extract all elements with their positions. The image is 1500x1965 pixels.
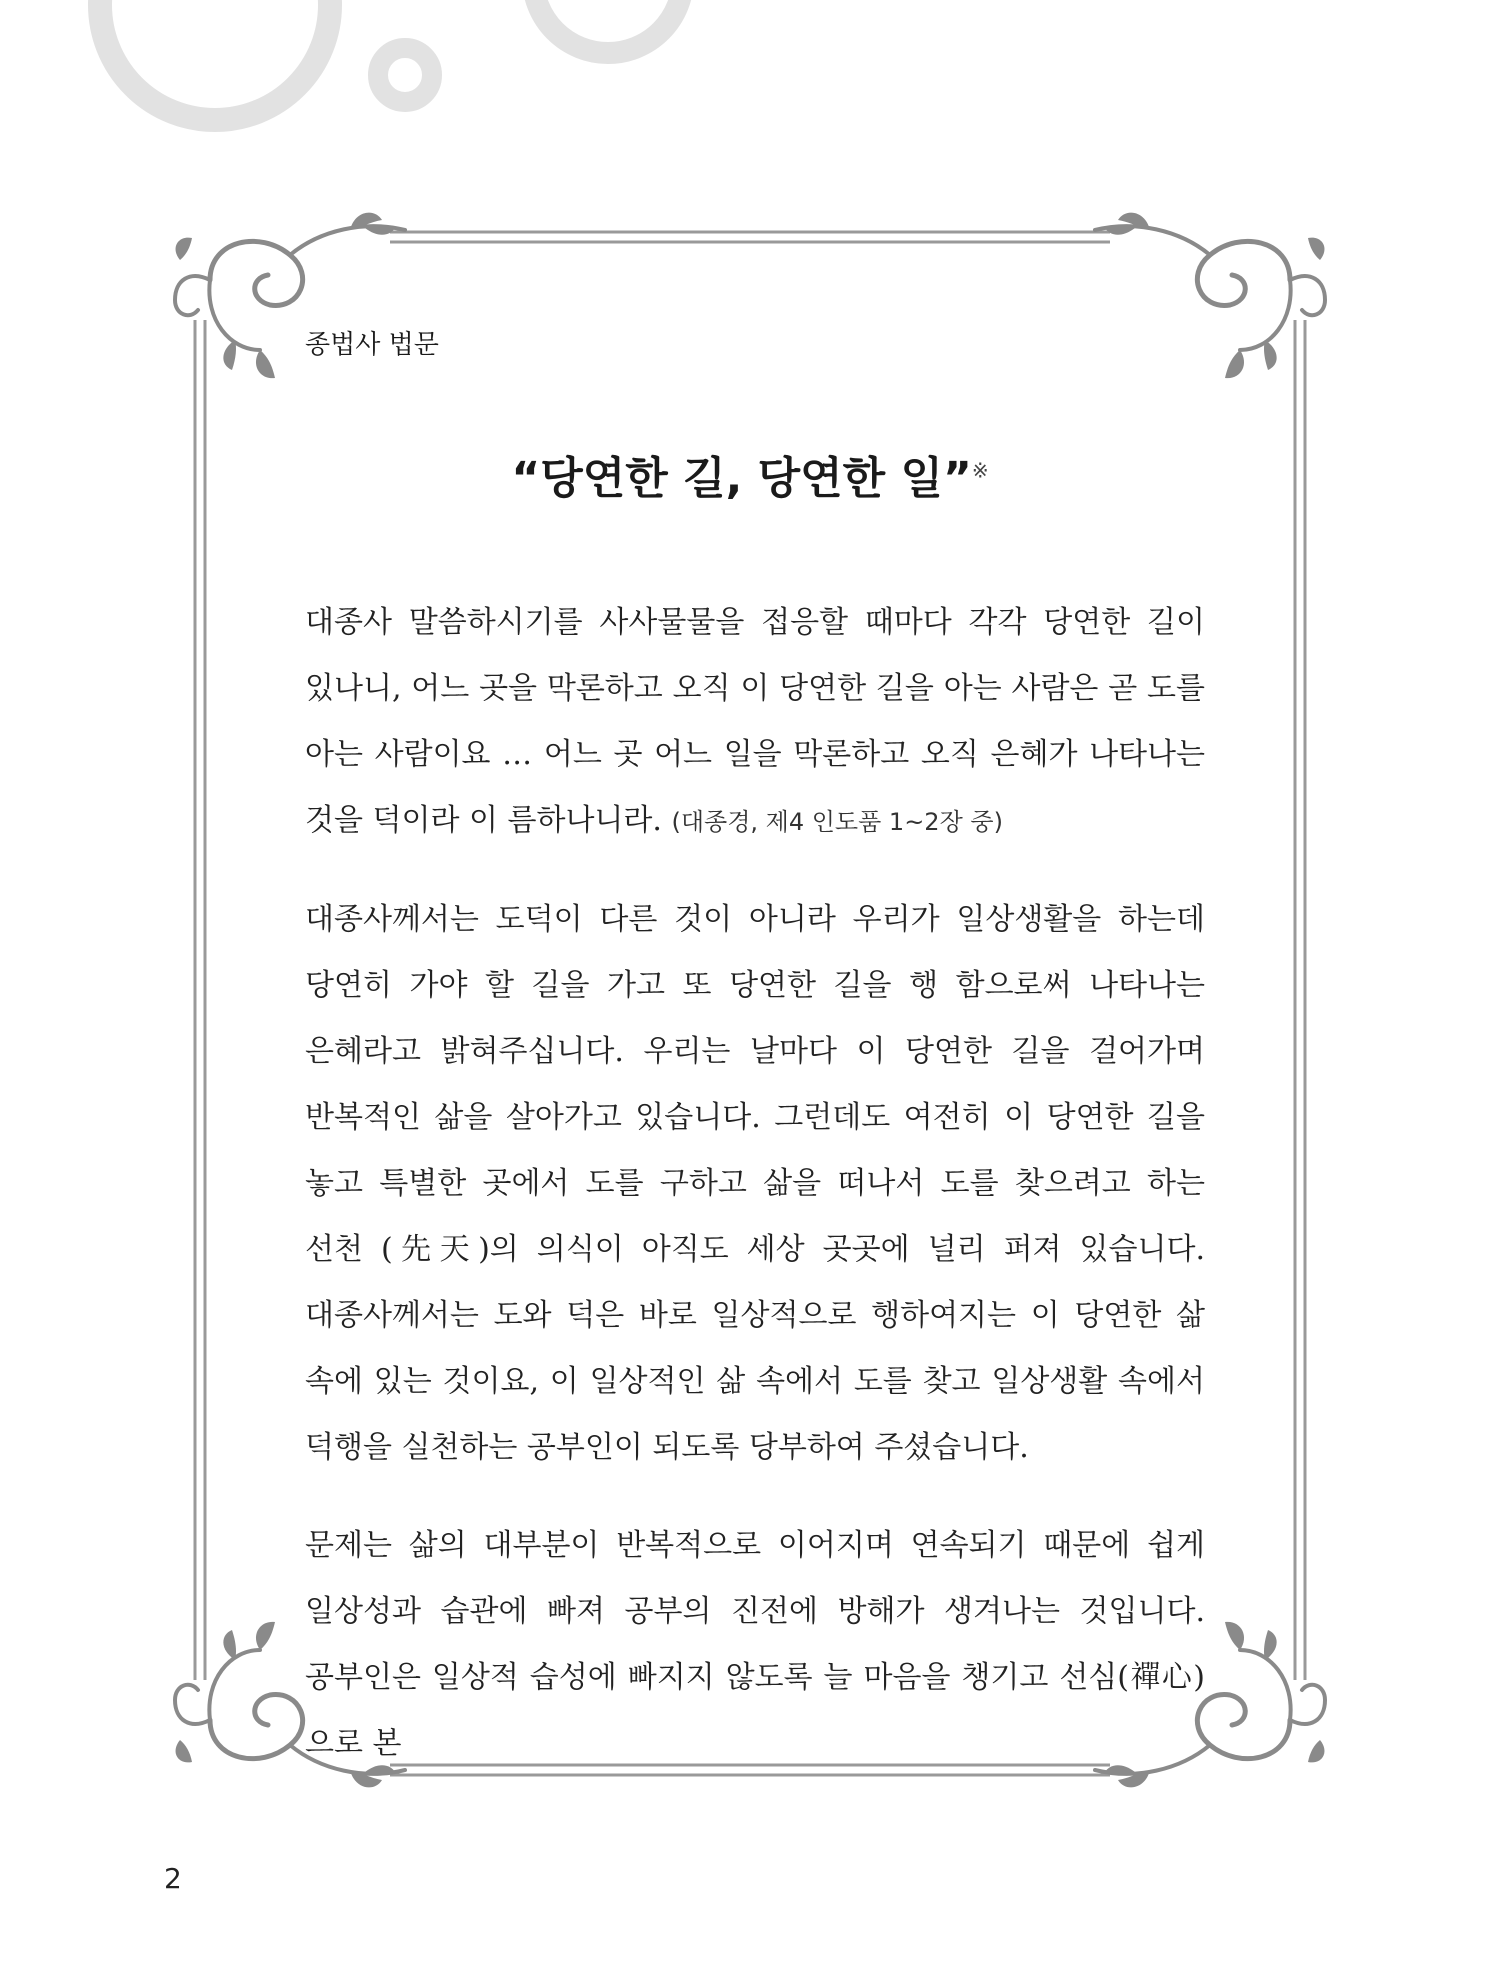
footnote-mark: ※ — [971, 458, 989, 483]
page-number: 2 — [164, 1862, 182, 1895]
page-title — [300, 442, 1200, 506]
paragraph-1 — [305, 590, 1205, 855]
paragraph-3-text: 문제는 삶의 대부분이 반복적으로 이어지며 연속되기 때문에 쉽게 일상성과 습관에 빠져 공부의 진전에 방해가 생겨나는 것입니다. 공부인은 일상적 습성에 빠지지 않도록 늘 마음을 챙기고 선심(禪心)으로 본 — [305, 1528, 1205, 1761]
paragraph-1-citation: (대종경, 제4 인도품 1~2장 중) — [671, 808, 1003, 836]
paragraph-3 — [305, 1513, 1205, 1777]
title-text: “당연한 길, 당연한 일” — [511, 453, 972, 504]
corner-ornament-top-right — [1095, 213, 1325, 379]
body-text — [305, 590, 1205, 1809]
paragraph-2-text: 대종사께서는 도덕이 다른 것이 아니라 우리가 일상생활을 하는데 당연히 가야 할 길을 가고 또 당연한 길을 행 함으로써 나타나는 은혜라고 밝혀주십니다. 우리는 날마다 이 당연한 길을 걸어가며 반복적인 삶을 살아가고 있습니다. 그런데도 여전히 이 당연한 길을 놓고 특별한 곳에서 도를 구하고 삶을 떠나서 도를 찾으려고 하는 선천 (先天)의 의식이 아직도 세상 곳곳에 널리 퍼져 있습니다. 대종사께서는 도와 덕은 바로 일상적으로 행하여지는 이 당연한 삶 속에 있는 것이요, 이 일상적인 삶 속에서 도를 찾고 일상생활 속에서 덕행을 실천하는 공부인이 되도록 당부하여 주셨습니다. — [305, 902, 1205, 1465]
paragraph-2 — [305, 887, 1205, 1481]
section-label: 종법사 법문 — [305, 330, 439, 360]
paragraph-1-text: 대종사 말씀하시기를 사사물물을 접응할 때마다 각각 당연한 길이 있나니, 어느 곳을 막론하고 오직 이 당연한 길을 아는 사람은 곧 도를 아는 사람이요 … 어느 곳 어느 일을 막론하고 오직 은혜가 나타나는 것을 덕이라 이 름하나니라. — [305, 605, 1205, 838]
